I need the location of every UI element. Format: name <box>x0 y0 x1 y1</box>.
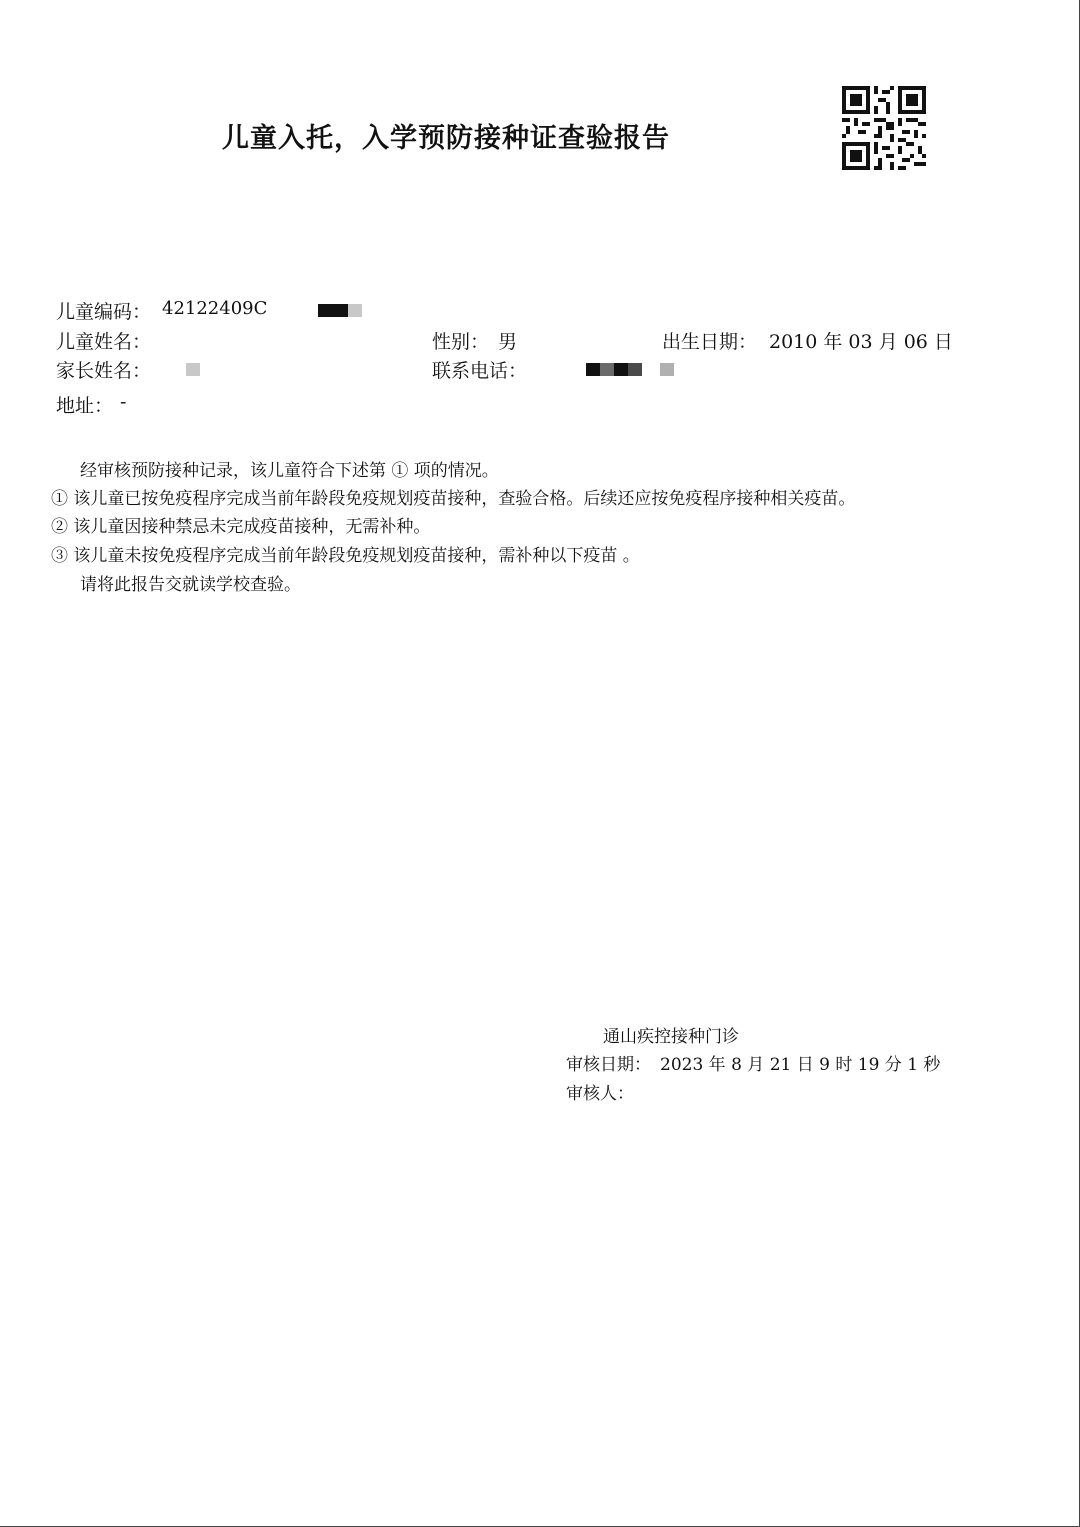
reviewer-label: 审核人： <box>566 1084 634 1104</box>
review-date-label: 审核日期： <box>566 1055 651 1075</box>
clinic-name: 通山疾控接种门诊 <box>603 1027 739 1047</box>
redaction-block <box>318 304 348 317</box>
redaction-block <box>586 363 600 376</box>
child-code-value: 42122409C <box>162 298 268 319</box>
redaction-block <box>614 363 628 376</box>
redaction-block <box>348 304 362 317</box>
intro-text: 经审核预防接种记录，该儿童符合下述第 ① 项的情况。 <box>80 461 499 481</box>
condition-item-1: ① 该儿童已按免疫程序完成当前年龄段免疫规划疫苗接种，查验合格。后续还应按免疫程序接种相关疫苗。 <box>51 489 856 509</box>
phone-label: 联系电话： <box>432 360 528 382</box>
redaction-block <box>600 363 614 376</box>
condition-item-2: ② 该儿童因接种禁忌未完成疫苗接种，无需补种。 <box>51 517 431 537</box>
birth-date-value: 2010 年 03 月 06 日 <box>769 331 953 353</box>
address-value: - <box>120 391 127 413</box>
condition-item-3: ③ 该儿童未按免疫程序完成当前年龄段免疫规划疫苗接种，需补种以下疫苗 。 <box>51 546 640 566</box>
birth-date-label: 出生日期： <box>662 331 758 353</box>
gender-label: 性别： <box>432 331 490 353</box>
redaction-block <box>186 363 200 376</box>
redaction-block <box>628 363 642 376</box>
parent-name-label: 家长姓名： <box>56 360 152 382</box>
review-date-value: 2023 年 8 月 21 日 9 时 19 分 1 秒 <box>660 1055 941 1075</box>
report-title: 儿童入托，入学预防接种证查验报告 <box>222 123 670 154</box>
child-name-label: 儿童姓名： <box>56 331 152 353</box>
child-code-label: 儿童编码： <box>56 301 152 323</box>
address-label: 地址： <box>56 395 114 417</box>
gender-value: 男 <box>498 331 518 353</box>
closing-text: 请将此报告交就读学校查验。 <box>80 575 301 595</box>
redaction-block <box>660 363 674 376</box>
qr-code-icon <box>842 86 926 170</box>
